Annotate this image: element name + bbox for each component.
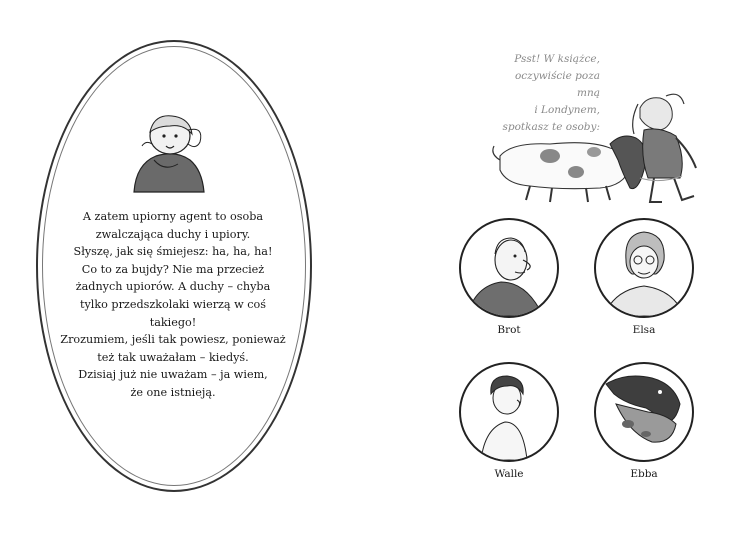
girl-and-dog-illustration bbox=[490, 60, 722, 210]
ebba-portrait bbox=[596, 364, 692, 460]
character-name: Ebba bbox=[630, 468, 658, 480]
text-line: Dzisiaj już nie uważam – ja wiem, bbox=[78, 368, 268, 382]
portrait-frame bbox=[459, 218, 559, 318]
character-card-elsa bbox=[594, 218, 694, 340]
text-line: żadnych upiorów. A duchy – chyba bbox=[75, 280, 271, 294]
text-line: że one istnieją. bbox=[130, 385, 216, 399]
text-line: tylko przedszkolaki wierzą w coś takiego! bbox=[79, 297, 267, 329]
psst-line: Psst! W książce, bbox=[514, 53, 600, 65]
intro-text bbox=[60, 208, 286, 402]
psst-line: i Londynem, bbox=[534, 104, 600, 116]
text-line: A zatem upiorny agent to osoba bbox=[82, 210, 264, 223]
text-line: Co to za bujdy? Nie ma przecież bbox=[81, 262, 265, 276]
elsa-portrait bbox=[596, 220, 692, 316]
character-card-walle bbox=[459, 362, 559, 484]
brot-portrait bbox=[461, 220, 557, 316]
character-card-ebba bbox=[594, 362, 694, 484]
portrait-frame bbox=[594, 218, 694, 318]
text-line: Zrozumiem, jeśli tak powiesz, ponieważ bbox=[60, 333, 286, 347]
character-name: Brot bbox=[497, 324, 521, 336]
text-line: zwalczająca duchy i upiory. bbox=[95, 227, 251, 241]
narrator-portrait bbox=[124, 106, 216, 198]
text-line: Słyszę, jak się śmiejesz: ha, ha, ha! bbox=[73, 245, 273, 259]
character-name: Walle bbox=[494, 468, 524, 480]
walle-portrait bbox=[461, 364, 557, 460]
psst-line: spotkasz te osoby: bbox=[502, 121, 600, 133]
character-card-brot bbox=[459, 218, 559, 340]
psst-line: oczywiście poza mną bbox=[514, 70, 600, 99]
character-name: Elsa bbox=[632, 324, 656, 336]
portrait-frame bbox=[459, 362, 559, 462]
text-line: też tak uważałam – kiedyś. bbox=[97, 350, 249, 364]
portrait-frame bbox=[594, 362, 694, 462]
